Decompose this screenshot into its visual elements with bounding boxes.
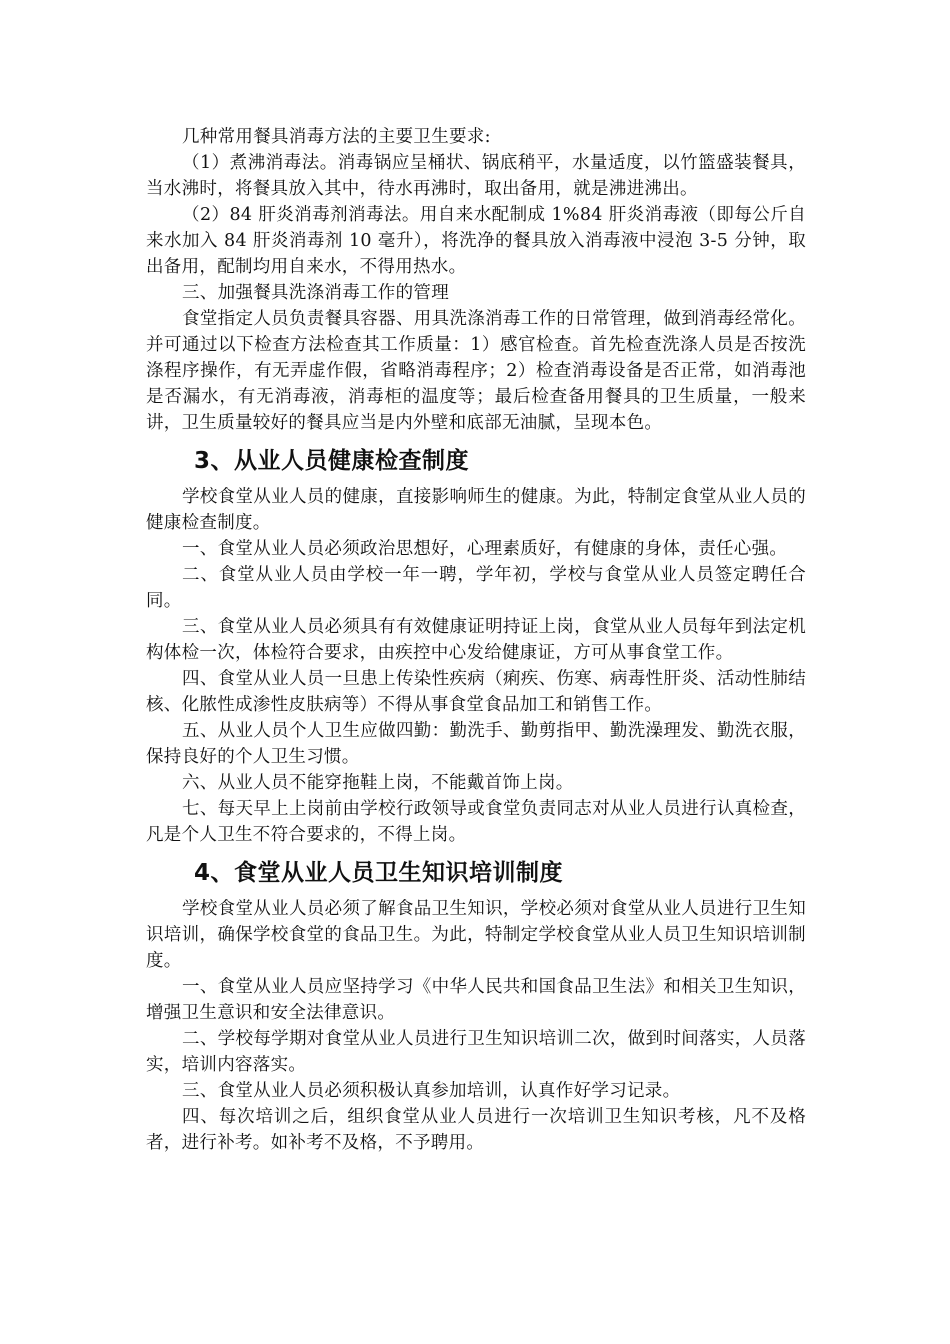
section-training <box>146 858 806 1156</box>
paragraph: 几种常用餐具消毒方法的主要卫生要求: <box>182 127 491 147</box>
section-intro <box>146 124 806 436</box>
paragraph: 三、食堂从业人员必须积极认真参加培训，认真作好学习记录。 <box>182 1081 681 1101</box>
paragraph: 六、从业人员不能穿拖鞋上岗，不能戴首饰上岗。 <box>182 773 574 793</box>
paragraph: 四、每次培训之后，组织食堂从业人员进行一次培训卫生知识考核，凡不及格者，进行补考。如补考不及格，不予聘用。 <box>146 1107 806 1153</box>
section-health-check <box>146 446 806 848</box>
paragraph: 学校食堂从业人员必须了解食品卫生知识，学校必须对食堂从业人员进行卫生知识培训，确保学校食堂的食品卫生。为此，特制定学校食堂从业人员卫生知识培训制度。 <box>146 899 806 971</box>
paragraph: 二、食堂从业人员由学校一年一聘，学年初，学校与食堂从业人员签定聘任合同。 <box>146 565 806 611</box>
paragraph: 学校食堂从业人员的健康，直接影响师生的健康。为此，特制定食堂从业人员的健康检查制度。 <box>146 487 806 533</box>
paragraph: （2）84 肝炎消毒剂消毒法。用自来水配制成 1%84 肝炎消毒液（即每公斤自来水加入 84 肝炎消毒剂 10 毫升），将洗净的餐具放入消毒液中浸泡 3-5 分钟，取出备用，配制均用自来水，不得用热水。 <box>146 205 806 277</box>
paragraph: 食堂指定人员负责餐具容器、用具洗涤消毒工作的日常管理，做到消毒经常化。并可通过以下检查方法检查其工作质量：1）感官检查。首先检查洗涤人员是否按洗涤程序操作，有无弄虚作假，省略消毒程序；2）检查消毒设备是否正常，如消毒池是否漏水，有无消毒液，消毒柜的温度等；最后检查备用餐具的卫生质量，一般来讲，卫生质量较好的餐具应当是内外壁和底部无油腻，呈现本色。 <box>146 309 806 433</box>
document-page <box>146 124 806 1156</box>
paragraph: 二、学校每学期对食堂从业人员进行卫生知识培训二次，做到时间落实，人员落实，培训内容落实。 <box>146 1029 806 1075</box>
paragraph: 七、每天早上上岗前由学校行政领导或食堂负责同志对从业人员进行认真检查，凡是个人卫生不符合要求的，不得上岗。 <box>146 799 806 845</box>
paragraph: 一、食堂从业人员必须政治思想好，心理素质好，有健康的身体，责任心强。 <box>182 539 788 559</box>
section-heading: 3、从业人员健康检查制度 <box>194 448 470 474</box>
paragraph: 四、食堂从业人员一旦患上传染性疾病（痢疾、伤寒、病毒性肝炎、活动性肺结核、化脓性成渗性皮肤病等）不得从事食堂食品加工和销售工作。 <box>146 669 806 715</box>
paragraph: 一、食堂从业人员应坚持学习《中华人民共和国食品卫生法》和相关卫生知识，增强卫生意识和安全法律意识。 <box>146 977 806 1023</box>
section-heading: 4、食堂从业人员卫生知识培训制度 <box>194 860 564 886</box>
paragraph: 三、食堂从业人员必须具有有效健康证明持证上岗，食堂从业人员每年到法定机构体检一次，体检符合要求，由疾控中心发给健康证，方可从事食堂工作。 <box>146 617 806 663</box>
paragraph: 五、从业人员个人卫生应做四勤：勤洗手、勤剪指甲、勤洗澡理发、勤洗衣服，保持良好的个人卫生习惯。 <box>146 721 806 767</box>
paragraph: （1）煮沸消毒法。消毒锅应呈桶状、锅底稍平，水量适度，以竹篮盛装餐具，当水沸时，将餐具放入其中，待水再沸时，取出备用，就是沸进沸出。 <box>146 153 806 199</box>
paragraph: 三、加强餐具洗涤消毒工作的管理 <box>182 283 449 303</box>
